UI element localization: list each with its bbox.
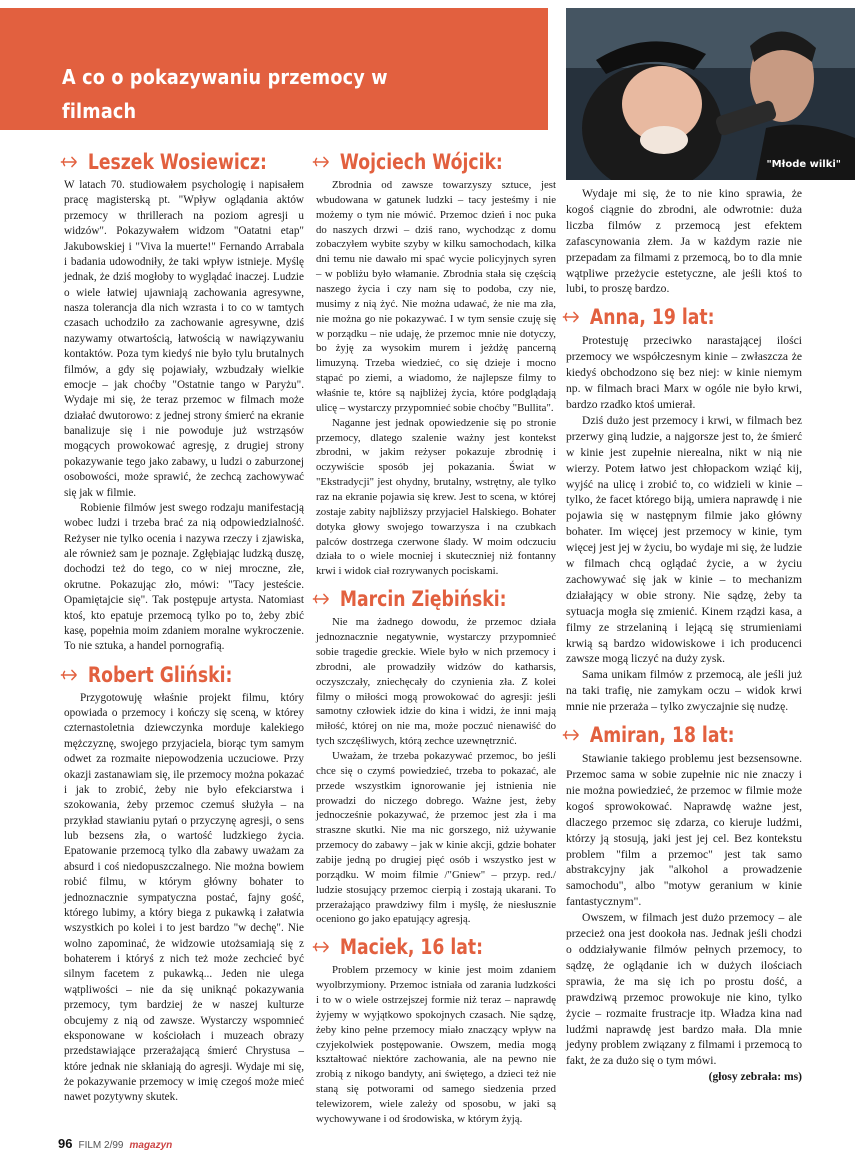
paragraph: Robienie filmów jest swego rodzaju manifestacją wobec ludzi i trzeba brać za nią odpowiedzialność. Reżyser nie tylko ocenia i nazywa rzeczy i zjawiska, ale również sam je poznaje. Zgłębiając ludzką duszę, dochodzi też do tego, co w niej mroczne, złe, okrutne. Pokazując zło, mówi: "Tacy jesteście. Opamiętajcie się". Tak postępuje artysta. Natomiast ktoś, kto epatuje przemocą tylko po to, żeby zbić kasę, popełnia moim zdaniem moralne wykroczenie. To nie sztuka, a handel pornografią.: [64, 501, 304, 653]
hand-pointer-icon: [312, 155, 335, 169]
page-footer: [58, 1136, 172, 1151]
hand-pointer-icon: [60, 668, 83, 682]
section-label: magazyn: [129, 1140, 173, 1151]
heading-anna-19-lat: Anna, 19 lat:: [562, 305, 759, 329]
paragraph: Wydaje mi się, że to nie kino sprawia, że kogoś ciągnie do zbrodni, ale odwrotnie: duża liczba filmów z przemocą jest efektem zafascynowania złem. Ja w każdym razie nie przepadam za filmami z przemocą, bo to dla mnie wątpliwe przeżycie estetyczne, ale jeśli ktoś to lubi, to proszę bardzo.: [566, 187, 802, 296]
column-1: [64, 150, 304, 1106]
hand-pointer-icon: [562, 310, 585, 324]
paragraph: Protestuję przeciwko narastającej ilości przemocy we współczesnym kinie – zwłaszcza że kiedyś obchodzono się bez niej: w kinie niemym np. w filmach braci Marx w ogóle nie było krwi, bardzo rzadko ktoś umierał.: [566, 334, 802, 411]
heading-leszek-wosiewicz: Leszek Wosiewicz:: [60, 150, 260, 174]
column-3: [566, 186, 802, 1085]
paragraph: Uważam, że trzeba pokazywać przemoc, bo jeśli chce się o czymś powiedzieć, trzeba to pokazać, ale przede wszystkim ignorowanie jej istnienia nie prowadzi do niczego dobrego. Ważne jest, żeby jednocześnie pokazywać, że przemoc jest zła i ma straszne skutki. Nie ma nic gorszego, niż używanie przemocy do zabawy – jak w kinie akcji, gdzie bohater zabije jedną po drugiej pięć osób i wszystko jest w porządku. W moim filmie /"Gniew" – przyp. red./ ludzie stosujący przemoc cierpią i zostają ukarani. To przerażająco prawdziwy film i myślę, że niesłusznie oceniono go jako epatujący agresją.: [316, 749, 556, 926]
paragraph: Nie ma żadnego dowodu, że przemoc działa jednoznacznie negatywnie, wystarczy przypomnieć sobie tragedie greckie. Wiele było w nich przemocy i zbrodni, ale prowadziły widzów do katharsis, oczyszczały, zniechęcały do czynienia zła. Z kolei filmy o miłości mogą prowokować do agresji: jeśli samotny człowiek idzie do kina i widzi, że inni mają miłość, której on nie ma, może poczuć nienawiść do tych szczęśliwych, którą zechce uzewnętrznić.: [316, 616, 556, 748]
column-2: [316, 150, 556, 1127]
heading-robert-glinski: Robert Gliński:: [60, 663, 260, 687]
hand-pointer-icon: [312, 592, 335, 606]
paragraph: Naganne jest jednak opowiedzenie się po stronie przemocy, dlatego szalenie ważny jest kontekst zbrodni, w jakim reżyser pokazuje zbrodnię i oczywiście sposób jej pokazania. Świat w "Ekstradycji" jest ohydny, brutalny, wstrętny, ale tylko raz na ekranie pojawia się krew. Jest to scena, w której zostaje zabity najbliższy przyjaciel Halskiego. Bohater dotyka głowy swojego towarzysza i na czubkach palców dostrzega czerwone ślady. W moim odczuciu działa to o wiele mocniej i skuteczniej niż fontanny krwi i widok ciał rozrywanych pociskami.: [316, 416, 556, 578]
paragraph: Zbrodnia od zawsze towarzyszy sztuce, jest wbudowana w gatunek ludzki – tacy jesteśmy i nie możemy o tym nie mówić. Przemoc dzień i noc puka do naszych drzwi – dziś rano, wychodząc z domu zobaczyłem wybite szyby w kilku samochodach, kilka dni temu nie dawało mi spać wycie policyjnych syren – w pobliżu było włamanie. Zbrodnia stała się częścią naszego życia i czy nam się to podoba, czy nie, musimy z nią żyć. Nie można udawać, że nie ma zła, nie można go nie pokazywać. I w tym sensie czuję się w porządku – nie udaję, że przemoc mnie nie dotyczy, bo żyję za wysokim murem i jeżdżę pancerną limuzyną. Trzeba wiedzieć, co się dzieje i mocno stąpać po ziemi, a wiadomo, że najlepsze filmy to właśnie te, które są najbliżej życia, które podglądają ulicę – wystarczy przypomnieć sobie choćby "Bullita".: [316, 179, 556, 414]
paragraph: Problem przemocy w kinie jest moim zdaniem wyolbrzymiony. Przemoc istniała od zarania ludzkości i to w o wiele ostrzejszej formie niż teraz – naprawdę żyjemy w wyjątkowo spokojnych czasach. Nie sądzę, żeby kino pełne przemocy miało znaczący wpływ na czyjekolwiek postępowanie. Owszem, media mogą kształtować niektóre zachowania, ale na pewno nie zrobią z nikogo bandyty, ani świętego, a dzieci też nie staną się potworami od samego siedzenia przed telewizorem, wiele zależy od sposobu, w jaki są wychowywane i od środowiska, w którym żyją.: [316, 964, 556, 1125]
film-still-illustration: [566, 8, 855, 180]
paragraph: Sama unikam filmów z przemocą, ale jeśli już na taki trafię, nie zamykam oczu – widok krwi mnie nie przeraża – tylko zwyczajnie się nudzę.: [566, 668, 802, 714]
hand-pointer-icon: [312, 940, 335, 954]
paragraph: W latach 70. studiowałem psychologię i napisałem pracę magisterską pt. "Wpływ oglądania aktów przemocy w thrillerach na poziom agresji u widzów". Pokazywałem widzom "Oatatni etap" Jakubowskiej i "Viva la muerte!" Fernando Arrabala i badania udowodniły, że taki wpływ istnieje. Myślę jednak, że dziś mogłoby to wyglądać inaczej. Ludzie o wiele łatwiej ujawniają zachowania agresywne, nasza tolerancja dla nich wzrasta i to co w tamtych czasach uchodziło za zachowanie agresywne, dziś nazywamy otwartością, łatwością w nawiązywaniu kontaktów. Poza tym kiedyś nie było tylu brutalnych filmów, a gdy się pojawiały, wzbudzały wielkie emocje – jak choćby "Ostatnie tango w Paryżu". Wydaje mi się, że teraz przemoc w filmach może działać dwutorowo: z jednej strony śmierć na ekranie banalizuje się i nie powoduje już wstrząsów mogących prowokować agresję, z drugiej strony pokazywanie tego jako zabawy, u ludzi o zaburzonej osobowości, może sprawić, że zechcą zachowywać się jak w filmie.: [64, 179, 304, 499]
hand-pointer-icon: [562, 728, 585, 742]
page-number: 96: [58, 1136, 73, 1151]
issue-label: FILM 2/99: [78, 1140, 124, 1151]
paragraph: Przygotowuję właśnie projekt filmu, który opowiada o przemocy i kończy się sceną, w którey czternastoletnia dziewczynka morduje kalekiego mężczyznę, swojego przyjaciela, biorąc tym samym odwet za rozmaite niepowodzenia uczuciowe. Przy okazji zastanawiam się, ile przemocy można pokazać i jak to zrobić, żeby nie było efekciarstwa i szokowania, żeby przemoc czemuś służyła – na przykład stawianiu pytań o przyczynę agresji, o sens lub bezsens zła, o wartość ludzkiego życia. Epatowanie przemocą tylko dla zabawy uważam za absurd i coś niedopuszczalnego. Nie można bowiem robić filmu, w którym główny bohater to jednoznacznie sympatyczna postać, fajny gość, którego lubimy, a który biega z pukawką i załatwia wszystkich po kolei i to jest bardzo "w dechę". Nie wolno zapominać, że widzowie utożsamiają się z bohaterem i któryś z nich też może zechcieć być silnym facetem z pukawką... Jeden nie ulega wątpliwości – nie da się uniknąć pokazywania przemocy, tym bardziej że w naszej kulturze obcujemy z nią od zawsze. Wystarczy wspomnieć eksponowane w kościołach i muzeach obrazy przedstawiające przerażającą śmierć Chrystusa – które jednak nie skłaniają do agresji. Wydaje mi się, że pokazywanie przemocy w imię czegoś może mieć nawet pozytywny skutek.: [64, 691, 304, 1104]
signature: (głosy zebrała: ms): [708, 1070, 802, 1084]
paragraph: Owszem, w filmach jest dużo przemocy – ale przecież ona jest dookoła nas. Jednak jeśli chodzi o oddziaływanie filmów pełnych przemocy, to sądzę, że oglądanie ich w dużych ilościach sprawia, że ma się ich po prostu dość, a prawdziwą przemoc prowokuje nie kino, tylko życie – rozmaite frustracje itp. Władza kina nad ludźmi naprawdę jest bardzo mała. Dla mnie jedyny problem związany z filmami i przemocą to fakt, że za dużo się o tym mówi.: [566, 911, 802, 1068]
article-title: A co o pokazywaniu przemocy w filmach myślą reżyserzy i widzowie?: [62, 65, 388, 157]
heading-wojciech-wojcik: Wojciech Wójcik:: [312, 150, 512, 174]
heading-amiran-18-lat: Amiran, 18 lat:: [562, 723, 759, 747]
heading-maciek-16-lat: Maciek, 16 lat:: [312, 935, 512, 959]
hand-pointer-icon: [60, 155, 83, 169]
paragraph: Dziś dużo jest przemocy i krwi, w filmach bez przerwy giną ludzie, a najgorsze jest to, że śmierć w kinie jest zupełnie nierealna, nikt w nią nie wierzy. Potem łatwo jest chłopackom wziąć kij, wyjść na ulicę i zrobić to, co widzieli w kinie – tylko, że facet którego biją, umiera naprawdę i nie pojawia się w następnym filmie jako główny bohater. Im więcej jest przemocy w kinie, tym więcej jest jej w życiu, bo wydaje mi się, że ludzie w filmach chcą oglądać życie, a w życiu zachowywać się jak w kinie – to mechanizm działający w obie strony. Nie sądzę, żeby ta sytuacja mogła się zmienić. Kinem rządzi kasa, a filmy ze strzelaniną i lejącą się strumieniami krwią są bardzo widowiskowe i ich producenci zawsze mogą liczyć na duży zysk.: [566, 413, 802, 666]
title-banner: [0, 8, 548, 157]
film-still-photo: [566, 8, 855, 180]
heading-marcin-ziebinski: Marcin Ziębiński:: [312, 587, 512, 611]
photo-caption: "Młode wilki": [766, 159, 841, 170]
paragraph: Stawianie takiego problemu jest bezsensowne. Przemoc sama w sobie zupełnie nic nie znaczy i nie można powiedzieć, że przemoc w filmie może kogoś sprowokować. Naprawdę ważne jest, dlaczego przemoc się zdarza, co kieruje ludźmi, którzy ją stosują, jaki jest jej cel. Bez kontekstu problem "film a przemoc" jest tak samo abstrakcyjny jak "alkohol a prowadzenie samochodu", albo "motyw geranium w kinie fantastycznym".: [566, 752, 802, 909]
